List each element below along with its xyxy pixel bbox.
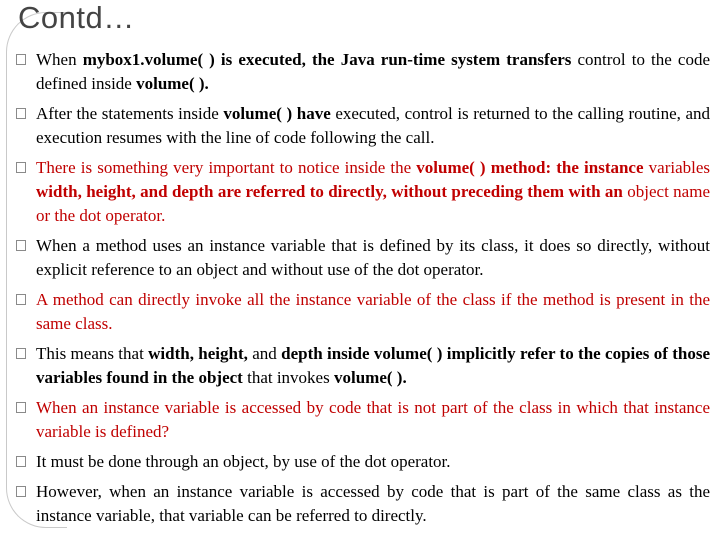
bullet-box-icon xyxy=(16,108,26,119)
bullet-box-icon xyxy=(16,240,26,251)
bullet-text: This means that xyxy=(36,344,149,363)
bullet-box-icon xyxy=(16,54,26,65)
bullet-item xyxy=(14,234,710,282)
bullet-text: volume( ) have xyxy=(223,104,331,123)
bullet-text: variables xyxy=(643,158,711,177)
bullet-text: When xyxy=(36,50,83,69)
bullet-text: control to the code defined inside xyxy=(36,50,710,93)
bullet-item xyxy=(14,156,710,228)
bullet-text: mybox1.volume( ) is executed, the Java run-time system transfers xyxy=(82,50,572,69)
bullet-text: and xyxy=(247,344,282,363)
bullet-item xyxy=(14,396,710,444)
bullet-text: that invokes xyxy=(242,368,334,387)
bullet-text: volume( ) method: the instance xyxy=(416,158,644,177)
bullet-text: A method can directly invoke all the instance variable of the class if the method is present in the same class. xyxy=(36,290,710,333)
bullet-text: object name or the dot operator. xyxy=(36,182,710,225)
bullet-item xyxy=(14,102,710,150)
bullet-box-icon xyxy=(16,456,26,467)
bullet-item xyxy=(14,342,710,390)
bullet-item xyxy=(14,48,710,96)
slide-title: Contd… xyxy=(18,0,135,35)
bullet-item xyxy=(14,450,710,474)
bullet-box-icon xyxy=(16,162,26,173)
bullet-text: There is something very important to notice inside the xyxy=(36,158,417,177)
bullet-list xyxy=(14,48,710,528)
bullet-box-icon xyxy=(16,294,26,305)
bullet-text: When a method uses an instance variable that is defined by its class, it does so directly, without explicit reference to an object and without use of the dot operator. xyxy=(36,236,710,279)
bullet-text: width, height, xyxy=(148,344,248,363)
bullet-text: width, height, and depth are referred to directly, without preceding them with an xyxy=(36,182,623,201)
bullet-item xyxy=(14,288,710,336)
bullet-box-icon xyxy=(16,348,26,359)
bullet-box-icon xyxy=(16,486,26,497)
bullet-text: It must be done through an object, by use of the dot operator. xyxy=(36,452,451,471)
bullet-text: However, when an instance variable is accessed by code that is part of the same class as the instance variable, that variable can be referred to directly. xyxy=(36,482,710,525)
bullet-text: executed, control is returned to the calling routine, and execution resumes with the line of code following the call. xyxy=(36,104,711,147)
bullet-text: volume( ). xyxy=(136,74,209,93)
bullet-text: When an instance variable is accessed by code that is not part of the class in which that instance variable is defined? xyxy=(36,398,710,441)
bullet-box-icon xyxy=(16,402,26,413)
bullet-text: volume( ). xyxy=(333,368,407,387)
bullet-text: After the statements inside xyxy=(36,104,224,123)
bullet-item xyxy=(14,480,710,528)
bullet-text: depth inside volume( ) implicitly refer to the copies of those variables found in the object xyxy=(36,344,711,387)
